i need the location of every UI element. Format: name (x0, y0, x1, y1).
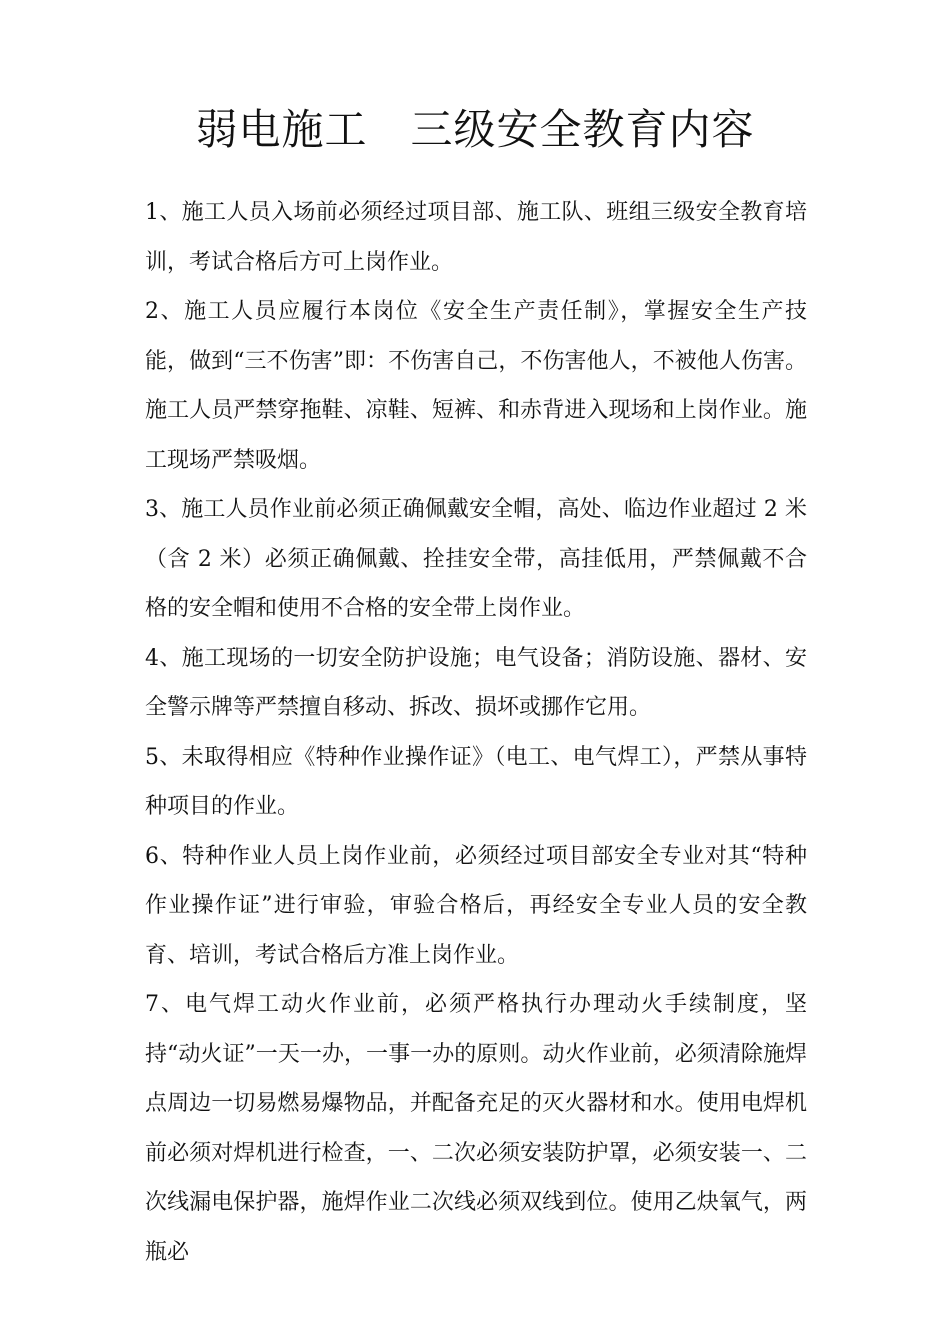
paragraph-4: 4、施工现场的一切安全防护设施；电气设备；消防设施、器材、安全警示牌等严禁擅自移动、拆改、损坏或挪作它用。 (145, 645, 807, 720)
paragraph-3: 3、施工人员作业前必须正确佩戴安全帽，高处、临边作业超过 2 米（含 2 米）必须正确佩戴、拴挂安全带，高挂低用，严禁佩戴不合格的安全帽和使用不合格的安全带上岗作业。 (145, 497, 807, 621)
paragraph-2: 2、施工人员应履行本岗位《安全生产责任制》，掌握安全生产技能，做到“三不伤害”即：不伤害自己，不伤害他人，不被他人伤害。施工人员严禁穿拖鞋、凉鞋、短裤、和赤背进入现场和上岗作业。施工现场严禁吸烟。 (145, 299, 807, 473)
paragraph-5: 5、未取得相应《特种作业操作证》（电工、电气焊工），严禁从事特种项目的作业。 (145, 744, 807, 819)
paragraph-6: 6、特种作业人员上岗作业前，必须经过项目部安全专业对其“特种作业操作证”进行审验，审验合格后，再经安全专业人员的安全教育、培训，考试合格后方准上岗作业。 (145, 843, 807, 968)
paragraph-1: 1、施工人员入场前必须经过项目部、施工队、班组三级安全教育培训，考试合格后方可上岗作业。 (145, 200, 807, 275)
paragraph-7: 7、电气焊工动火作业前，必须严格执行办理动火手续制度，坚持“动火证”一天一办，一事一办的原则。动火作业前，必须清除施焊点周边一切易燃易爆物品，并配备充足的灭火器材和水。使用电焊机前必须对焊机进行检查，一、二次必须安装防护罩，必须安装一、二次线漏电保护器，施焊作业二次线必须双线到位。使用乙炔氧气，两瓶必 (145, 992, 807, 1265)
document-body (145, 188, 807, 1277)
document-title: 弱电施工 三级安全教育内容 (195, 105, 755, 154)
